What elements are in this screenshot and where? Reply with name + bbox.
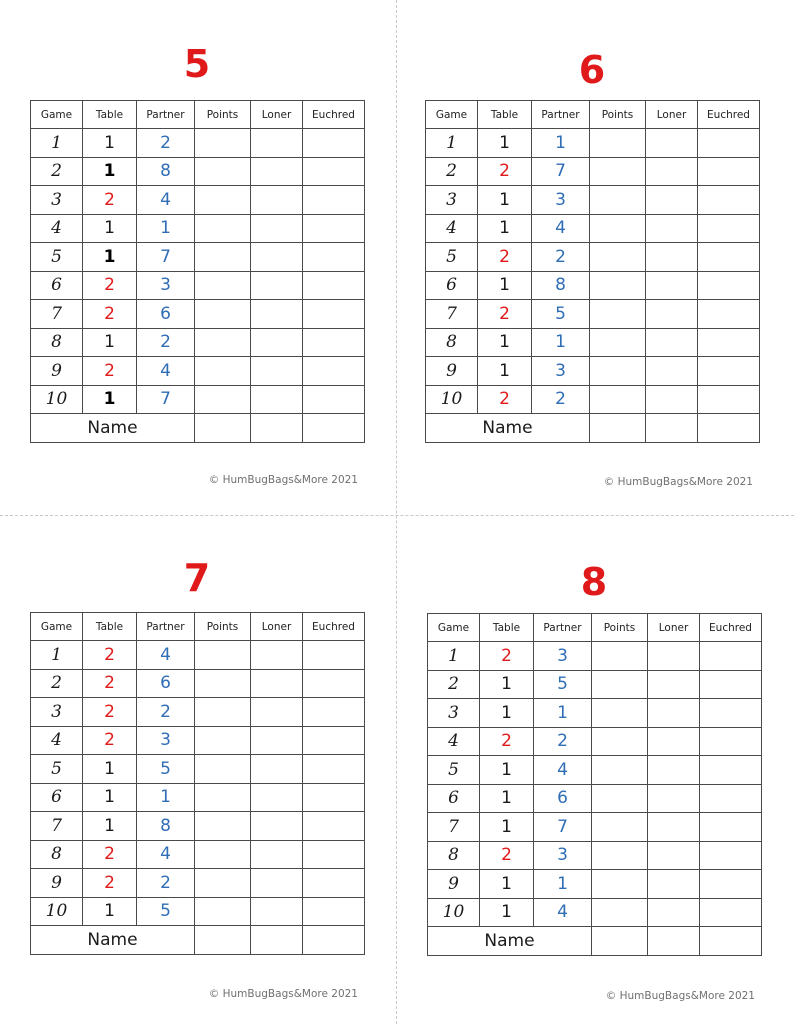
table-number: 2 <box>478 300 532 329</box>
partner-number: 1 <box>532 328 590 357</box>
table-number: 2 <box>83 186 137 215</box>
euchred-cell[interactable] <box>303 755 365 784</box>
euchred-total-cell[interactable] <box>700 927 762 956</box>
partner-number: 2 <box>137 129 195 158</box>
partner-number: 5 <box>532 300 590 329</box>
game-number: 6 <box>31 271 83 300</box>
game-number: 10 <box>31 897 83 926</box>
table-number: 1 <box>83 157 137 186</box>
game-number: 5 <box>31 755 83 784</box>
points-cell[interactable] <box>195 869 251 898</box>
copyright-notice: © HumBugBags&More 2021 <box>208 474 358 486</box>
euchred-cell[interactable] <box>303 698 365 727</box>
points-cell[interactable] <box>195 698 251 727</box>
loner-cell[interactable] <box>251 669 303 698</box>
points-total-cell[interactable] <box>592 927 648 956</box>
name-row <box>428 927 762 956</box>
game-number: 6 <box>31 783 83 812</box>
points-cell[interactable] <box>195 840 251 869</box>
column-header-table: Table <box>83 101 137 129</box>
game-number: 8 <box>31 840 83 869</box>
table-row <box>428 841 762 870</box>
partner-number: 7 <box>137 385 195 414</box>
points-cell[interactable] <box>592 870 648 899</box>
game-number: 4 <box>428 727 480 756</box>
table-number: 1 <box>83 129 137 158</box>
table-number: 1 <box>83 783 137 812</box>
partner-number: 8 <box>532 271 590 300</box>
column-header-partner: Partner <box>137 101 195 129</box>
table-number: 2 <box>478 385 532 414</box>
partner-number: 2 <box>137 328 195 357</box>
game-number: 10 <box>31 385 83 414</box>
game-number: 10 <box>428 898 480 927</box>
partner-number: 1 <box>534 870 592 899</box>
player-number: 8 <box>580 560 608 604</box>
table-number: 1 <box>83 385 137 414</box>
points-cell[interactable] <box>195 641 251 670</box>
points-cell[interactable] <box>195 755 251 784</box>
table-number: 1 <box>83 214 137 243</box>
points-cell[interactable] <box>592 841 648 870</box>
partner-number: 2 <box>137 698 195 727</box>
loner-cell[interactable] <box>648 898 700 927</box>
partner-number: 3 <box>532 186 590 215</box>
table-row <box>428 784 762 813</box>
partner-number: 5 <box>534 670 592 699</box>
euchred-cell[interactable] <box>700 813 762 842</box>
table-number: 1 <box>478 214 532 243</box>
euchred-cell[interactable] <box>303 783 365 812</box>
game-number: 2 <box>31 157 83 186</box>
name-row <box>31 926 365 955</box>
score-table <box>30 612 365 955</box>
euchred-cell[interactable] <box>700 898 762 927</box>
partner-number: 1 <box>137 783 195 812</box>
table-number: 1 <box>478 328 532 357</box>
points-cell[interactable] <box>592 784 648 813</box>
game-number: 3 <box>31 186 83 215</box>
loner-total-cell[interactable] <box>251 926 303 955</box>
partner-number: 6 <box>534 784 592 813</box>
partner-number: 1 <box>534 699 592 728</box>
loner-cell[interactable] <box>251 869 303 898</box>
table-row <box>31 783 365 812</box>
points-cell[interactable] <box>592 813 648 842</box>
table-number: 1 <box>480 898 534 927</box>
table-number: 1 <box>83 897 137 926</box>
game-number: 9 <box>31 869 83 898</box>
game-number: 8 <box>426 328 478 357</box>
euchred-cell[interactable] <box>700 670 762 699</box>
euchred-cell[interactable] <box>700 870 762 899</box>
table-row <box>428 727 762 756</box>
partner-number: 7 <box>137 243 195 272</box>
column-header-table: Table <box>83 613 137 641</box>
column-header-loner: Loner <box>251 613 303 641</box>
table-number: 2 <box>83 726 137 755</box>
loner-cell[interactable] <box>648 699 700 728</box>
column-header-loner: Loner <box>648 614 700 642</box>
points-cell[interactable] <box>592 699 648 728</box>
game-number: 1 <box>31 641 83 670</box>
game-number: 3 <box>428 699 480 728</box>
column-header-game: Game <box>428 614 480 642</box>
loner-cell[interactable] <box>251 783 303 812</box>
table-row <box>428 898 762 927</box>
game-number: 6 <box>428 784 480 813</box>
table-number: 1 <box>480 670 534 699</box>
partner-number: 8 <box>137 812 195 841</box>
header-row <box>31 613 365 641</box>
euchred-cell[interactable] <box>700 756 762 785</box>
table-number: 2 <box>83 669 137 698</box>
column-header-table: Table <box>480 614 534 642</box>
table-number: 2 <box>83 271 137 300</box>
table-number: 1 <box>480 870 534 899</box>
table-number: 1 <box>480 813 534 842</box>
column-header-points: Points <box>195 101 251 129</box>
euchred-total-cell[interactable] <box>303 926 365 955</box>
table-row <box>31 840 365 869</box>
partner-number: 2 <box>532 385 590 414</box>
points-cell[interactable] <box>592 898 648 927</box>
table-number: 2 <box>83 869 137 898</box>
game-number: 9 <box>428 870 480 899</box>
score-table <box>427 613 762 956</box>
name-field[interactable]: Name <box>426 414 590 443</box>
game-number: 3 <box>426 186 478 215</box>
partner-number: 8 <box>137 157 195 186</box>
partner-number: 2 <box>137 869 195 898</box>
points-cell[interactable] <box>195 897 251 926</box>
euchred-cell[interactable] <box>700 699 762 728</box>
partner-number: 3 <box>534 841 592 870</box>
loner-cell[interactable] <box>251 698 303 727</box>
loner-cell[interactable] <box>648 841 700 870</box>
table-number: 1 <box>478 271 532 300</box>
name-field[interactable]: Name <box>31 926 195 955</box>
table-number: 2 <box>83 698 137 727</box>
column-header-euchred: Euchred <box>303 101 365 129</box>
partner-number: 4 <box>137 641 195 670</box>
loner-cell[interactable] <box>251 812 303 841</box>
table-number: 1 <box>478 357 532 386</box>
game-number: 4 <box>31 214 83 243</box>
game-number: 1 <box>426 129 478 158</box>
table-row <box>31 897 365 926</box>
column-header-partner: Partner <box>532 101 590 129</box>
partner-number: 4 <box>137 357 195 386</box>
player-number: 6 <box>578 48 606 92</box>
column-header-euchred: Euchred <box>303 613 365 641</box>
game-number: 4 <box>31 726 83 755</box>
score-card <box>30 0 364 1024</box>
partner-number: 6 <box>137 669 195 698</box>
loner-cell[interactable] <box>648 870 700 899</box>
partner-number: 4 <box>534 898 592 927</box>
table-row <box>31 812 365 841</box>
table-number: 1 <box>480 784 534 813</box>
points-total-cell[interactable] <box>195 926 251 955</box>
table-row <box>428 699 762 728</box>
game-number: 3 <box>31 698 83 727</box>
table-row <box>31 869 365 898</box>
table-number: 2 <box>480 727 534 756</box>
points-cell[interactable] <box>195 812 251 841</box>
points-cell[interactable] <box>592 756 648 785</box>
loner-cell[interactable] <box>251 897 303 926</box>
table-number: 2 <box>480 841 534 870</box>
table-number: 1 <box>478 186 532 215</box>
loner-cell[interactable] <box>251 726 303 755</box>
name-field[interactable]: Name <box>428 927 592 956</box>
column-header-game: Game <box>31 613 83 641</box>
table-row <box>428 756 762 785</box>
partner-number: 5 <box>137 897 195 926</box>
partner-number: 3 <box>534 642 592 671</box>
euchred-cell[interactable] <box>700 727 762 756</box>
table-number: 1 <box>83 812 137 841</box>
header-row <box>428 614 762 642</box>
column-header-euchred: Euchred <box>700 614 762 642</box>
loner-cell[interactable] <box>648 670 700 699</box>
partner-number: 4 <box>137 840 195 869</box>
table-row <box>31 641 365 670</box>
column-header-euchred: Euchred <box>698 101 760 129</box>
loner-cell[interactable] <box>648 642 700 671</box>
game-number: 7 <box>428 813 480 842</box>
partner-number: 4 <box>534 756 592 785</box>
table-number: 2 <box>478 157 532 186</box>
column-header-partner: Partner <box>137 613 195 641</box>
loner-cell[interactable] <box>251 840 303 869</box>
table-number: 1 <box>480 699 534 728</box>
game-number: 9 <box>426 357 478 386</box>
game-number: 1 <box>428 642 480 671</box>
game-number: 2 <box>426 157 478 186</box>
partner-number: 2 <box>532 243 590 272</box>
euchred-cell[interactable] <box>700 642 762 671</box>
table-row <box>31 755 365 784</box>
partner-number: 5 <box>137 755 195 784</box>
euchred-cell[interactable] <box>303 897 365 926</box>
player-number: 7 <box>183 556 211 600</box>
euchred-cell[interactable] <box>303 726 365 755</box>
partner-number: 7 <box>532 157 590 186</box>
partner-number: 6 <box>137 300 195 329</box>
game-number: 8 <box>428 841 480 870</box>
partner-number: 1 <box>532 129 590 158</box>
table-row <box>428 813 762 842</box>
table-number: 2 <box>478 243 532 272</box>
game-number: 7 <box>31 300 83 329</box>
table-number: 2 <box>480 642 534 671</box>
game-number: 4 <box>426 214 478 243</box>
euchred-cell[interactable] <box>303 641 365 670</box>
game-number: 7 <box>426 300 478 329</box>
partner-number: 1 <box>137 214 195 243</box>
euchred-cell[interactable] <box>700 784 762 813</box>
partner-number: 2 <box>534 727 592 756</box>
partner-number: 4 <box>137 186 195 215</box>
column-header-game: Game <box>426 101 478 129</box>
game-number: 8 <box>31 328 83 357</box>
partner-number: 4 <box>532 214 590 243</box>
table-number: 1 <box>83 328 137 357</box>
table-number: 2 <box>83 641 137 670</box>
loner-cell[interactable] <box>648 813 700 842</box>
game-number: 5 <box>31 243 83 272</box>
points-cell[interactable] <box>195 669 251 698</box>
game-number: 5 <box>426 243 478 272</box>
game-number: 2 <box>428 670 480 699</box>
column-header-partner: Partner <box>534 614 592 642</box>
table-row <box>428 870 762 899</box>
points-cell[interactable] <box>195 726 251 755</box>
name-field[interactable]: Name <box>31 414 195 443</box>
table-row <box>31 698 365 727</box>
euchred-cell[interactable] <box>303 812 365 841</box>
table-row <box>31 669 365 698</box>
score-card <box>427 0 761 1024</box>
column-header-game: Game <box>31 101 83 129</box>
table-number: 2 <box>83 300 137 329</box>
column-header-points: Points <box>195 613 251 641</box>
game-number: 2 <box>31 669 83 698</box>
loner-cell[interactable] <box>251 641 303 670</box>
loner-cell[interactable] <box>648 727 700 756</box>
euchred-cell[interactable] <box>303 669 365 698</box>
game-number: 5 <box>428 756 480 785</box>
points-cell[interactable] <box>195 783 251 812</box>
table-number: 1 <box>83 755 137 784</box>
points-cell[interactable] <box>592 642 648 671</box>
table-number: 1 <box>83 243 137 272</box>
copyright-notice: © HumBugBags&More 2021 <box>605 990 755 1002</box>
player-number: 5 <box>183 42 211 86</box>
column-header-loner: Loner <box>251 101 303 129</box>
loner-cell[interactable] <box>251 755 303 784</box>
table-row <box>428 642 762 671</box>
partner-number: 7 <box>534 813 592 842</box>
game-number: 1 <box>31 129 83 158</box>
table-number: 1 <box>480 756 534 785</box>
game-number: 7 <box>31 812 83 841</box>
vertical-cut-line <box>396 0 397 1024</box>
points-cell[interactable] <box>592 670 648 699</box>
euchred-cell[interactable] <box>303 869 365 898</box>
table-row <box>428 670 762 699</box>
euchred-cell[interactable] <box>303 840 365 869</box>
loner-cell[interactable] <box>648 784 700 813</box>
points-cell[interactable] <box>592 727 648 756</box>
column-header-points: Points <box>592 614 648 642</box>
copyright-notice: © HumBugBags&More 2021 <box>208 988 358 1000</box>
table-row <box>31 726 365 755</box>
loner-cell[interactable] <box>648 756 700 785</box>
column-header-points: Points <box>590 101 646 129</box>
table-number: 1 <box>478 129 532 158</box>
game-number: 6 <box>426 271 478 300</box>
euchred-cell[interactable] <box>700 841 762 870</box>
copyright-notice: © HumBugBags&More 2021 <box>603 476 753 488</box>
column-header-table: Table <box>478 101 532 129</box>
table-number: 2 <box>83 840 137 869</box>
game-number: 10 <box>426 385 478 414</box>
loner-total-cell[interactable] <box>648 927 700 956</box>
game-number: 9 <box>31 357 83 386</box>
table-number: 2 <box>83 357 137 386</box>
partner-number: 3 <box>137 271 195 300</box>
partner-number: 3 <box>532 357 590 386</box>
column-header-loner: Loner <box>646 101 698 129</box>
partner-number: 3 <box>137 726 195 755</box>
